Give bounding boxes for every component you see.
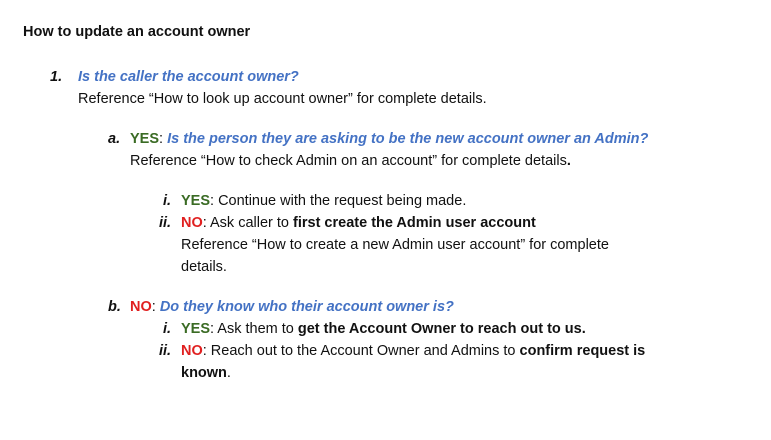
step-a-reference-text: Reference “How to check Admin on an account” for complete details	[130, 153, 567, 169]
step-a-i-line	[181, 191, 466, 211]
step-b-i-end: .	[581, 321, 586, 337]
step-a-reference-period: .	[566, 153, 571, 169]
step-b-i-bold: get the Account Owner to reach out to us	[297, 321, 582, 337]
step-a-i-text: : Continue with the request being made.	[210, 193, 467, 209]
no-label: NO	[130, 299, 152, 315]
step-b-question: Do they know who their account owner is?	[159, 299, 454, 315]
yes-label: YES	[181, 193, 211, 209]
step-a-ii-marker: ii.	[159, 215, 172, 231]
step-1-reference: Reference “How to look up account owner” for complete details.	[78, 91, 487, 107]
step-b-ii-line	[181, 341, 645, 361]
step-a-i-marker: i.	[163, 193, 172, 209]
step-a-ii-line	[181, 213, 536, 233]
yes-label: YES	[181, 321, 211, 337]
step-a-ii-reference-line2: details.	[181, 259, 227, 275]
step-b-line	[130, 297, 454, 317]
colon: :	[159, 131, 164, 147]
yes-label: YES	[130, 131, 160, 147]
step-1-marker: 1.	[50, 69, 63, 85]
step-a-ii-text: : Ask caller to	[202, 215, 294, 231]
step-b-i-text: : Ask them to	[210, 321, 298, 337]
step-b-ii-bold2: known	[181, 365, 227, 381]
step-b-i-marker: i.	[163, 321, 172, 337]
step-b-ii-end: .	[226, 365, 231, 381]
no-label: NO	[181, 215, 203, 231]
step-a-ii-bold: first create the Admin user account	[293, 215, 536, 231]
step-b-ii-text: : Reach out to the Account Owner and Admins to	[202, 343, 520, 359]
step-b-ii-marker: ii.	[159, 343, 172, 359]
step-b-ii-bold1: confirm request is	[519, 343, 646, 359]
no-label: NO	[181, 343, 203, 359]
page-title: How to update an account owner	[23, 24, 251, 40]
step-b-ii-line2	[181, 363, 231, 383]
step-a-marker: a.	[108, 131, 121, 147]
step-a-reference	[130, 151, 571, 171]
step-1-question: Is the caller the account owner?	[78, 69, 299, 85]
step-a-question: Is the person they are asking to be the new account owner an Admin?	[167, 131, 649, 147]
colon: :	[151, 299, 156, 315]
step-b-marker: b.	[108, 299, 121, 315]
step-a-line	[130, 129, 648, 149]
step-b-i-line	[181, 319, 586, 339]
step-a-ii-reference-line1: Reference “How to create a new Admin user account” for complete	[181, 237, 609, 253]
